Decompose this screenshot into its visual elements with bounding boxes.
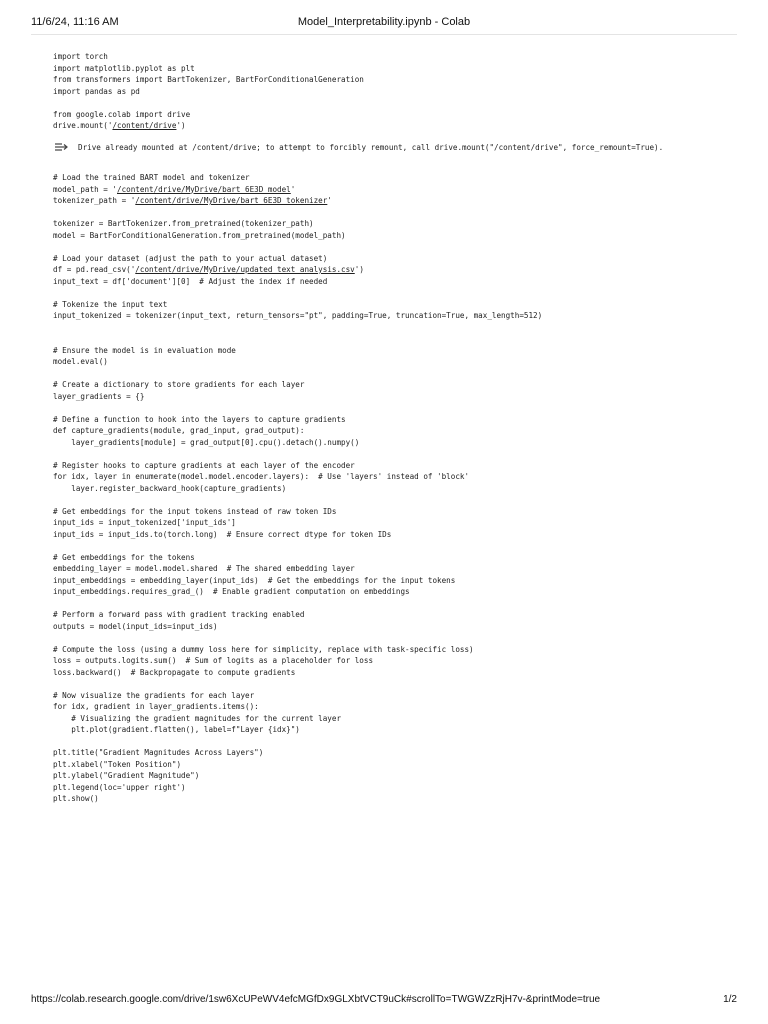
code-line xyxy=(53,632,728,644)
code-line: # Compute the loss (using a dummy loss here for simplicity, replace with task-specific loss) xyxy=(53,644,474,654)
code-line xyxy=(53,241,728,253)
code-line: embedding_layer = model.model.shared # The shared embedding layer xyxy=(53,564,355,573)
code-line: # Tokenize the input text xyxy=(53,299,168,309)
code-line: from google.colab import drive xyxy=(53,109,191,119)
code-cell-imports[interactable] xyxy=(53,51,728,132)
code-line: # Visualizing the gradient magnitudes for the current layer xyxy=(53,713,342,723)
print-datetime: 11/6/24, 11:16 AM xyxy=(31,16,119,28)
code-line: plt.legend(loc='upper right') xyxy=(53,782,186,792)
code-line xyxy=(53,598,728,610)
code-line xyxy=(53,333,728,345)
cell-output xyxy=(53,141,728,155)
code-line: # Define a function to hook into the layers to capture gradients xyxy=(53,414,346,424)
code-line: for idx, layer in enumerate(model.model.encoder.layers): # Use 'layers' instead of 'block' xyxy=(53,472,470,481)
code-line: plt.title("Gradient Magnitudes Across Layers") xyxy=(53,748,264,757)
code-line: model.eval() xyxy=(53,357,108,366)
page-url: https://colab.research.google.com/drive/1sw6XcUPeWV4efcMGfDx9GLXbtVCT9uCk#scrollTo=TWGWZzRjH7v-&printMode=true xyxy=(31,994,601,1005)
code-line xyxy=(53,97,728,109)
csv-path-link[interactable]: /content/drive/MyDrive/updated_text_analysis.csv xyxy=(135,265,355,274)
code-line: outputs = model(input_ids=input_ids) xyxy=(53,621,218,631)
code-line: import torch xyxy=(53,52,108,61)
code-line: plt.ylabel("Gradient Magnitude") xyxy=(53,771,200,780)
output-text: Drive already mounted at /content/drive; to attempt to forcibly remount, call drive.mount("/content/drive", force_remount=True). xyxy=(78,143,664,152)
code-line: loss.backward() # Backpropagate to compute gradients xyxy=(53,667,296,677)
code-line: def capture_gradients(module, grad_input, grad_output): xyxy=(53,426,305,435)
code-line xyxy=(53,368,728,380)
code-lines xyxy=(53,207,728,265)
code-line-drive-mount: drive.mount('/content/drive') xyxy=(53,121,186,130)
code-line: layer_gradients[module] = grad_output[0].cpu().detach().numpy() xyxy=(53,437,360,447)
code-line xyxy=(53,402,728,414)
code-line: model = BartForConditionalGeneration.from_pretrained(model_path) xyxy=(53,230,346,240)
code-line: input_embeddings.requires_grad_() # Enable gradient computation on embeddings xyxy=(53,587,410,596)
code-lines xyxy=(53,276,728,805)
code-line: from transformers import BartTokenizer, BartForConditionalGeneration xyxy=(53,75,364,84)
code-line: import matplotlib.pyplot as plt xyxy=(53,63,195,73)
code-cell-gradients[interactable] xyxy=(53,172,728,805)
code-line xyxy=(53,207,728,219)
page-number: 1/2 xyxy=(723,994,737,1005)
page-title: Model_Interpretability.ipynb - Colab xyxy=(297,16,471,28)
drive-path-link[interactable]: /content/drive xyxy=(112,121,177,130)
code-line xyxy=(53,287,728,299)
tokenizer-path-link[interactable]: /content/drive/MyDrive/bart_6E3D_tokenizer xyxy=(135,196,328,205)
code-line: input_text = df['document'][0] # Adjust the index if needed xyxy=(53,276,328,286)
code-line-read-csv: df = pd.read_csv('/content/drive/MyDrive/updated_text_analysis.csv') xyxy=(53,265,364,274)
code-line: layer.register_backward_hook(capture_gradients) xyxy=(53,483,287,493)
output-expand-icon[interactable] xyxy=(53,141,69,153)
print-header xyxy=(31,14,737,34)
code-line: # Create a dictionary to store gradients for each layer xyxy=(53,380,305,389)
code-line: input_tokenized = tokenizer(input_text, return_tensors="pt", padding=True, truncation=True, max_length=512) xyxy=(53,311,543,320)
code-line: loss = outputs.logits.sum() # Sum of logits as a placeholder for loss xyxy=(53,656,374,665)
code-line: # Load your dataset (adjust the path to your actual dataset) xyxy=(53,253,328,263)
header-divider xyxy=(31,34,737,35)
code-lines xyxy=(53,51,728,120)
code-line: # Ensure the model is in evaluation mode xyxy=(53,345,236,355)
code-line: layer_gradients = {} xyxy=(53,391,145,401)
code-line: # Now visualize the gradients for each layer xyxy=(53,690,255,700)
code-line: # Perform a forward pass with gradient tracking enabled xyxy=(53,610,305,619)
code-line: plt.show() xyxy=(53,794,99,803)
code-line xyxy=(53,678,728,690)
code-line xyxy=(53,322,728,334)
code-line: input_ids = input_tokenized['input_ids'] xyxy=(53,518,236,527)
code-line-model-path: model_path = '/content/drive/MyDrive/bart_6E3D_model' xyxy=(53,184,296,194)
code-line: plt.xlabel("Token Position") xyxy=(53,759,182,769)
code-line: tokenizer = BartTokenizer.from_pretrained(tokenizer_path) xyxy=(53,219,314,228)
code-line: input_embeddings = embedding_layer(input_ids) # Get the embeddings for the input tokens xyxy=(53,575,456,585)
code-line: for idx, gradient in layer_gradients.items(): xyxy=(53,702,259,711)
code-line: # Register hooks to capture gradients at each layer of the encoder xyxy=(53,460,355,470)
code-line: # Get embeddings for the input tokens instead of raw token IDs xyxy=(53,506,337,516)
print-footer xyxy=(31,994,737,1010)
model-path-link[interactable]: /content/drive/MyDrive/bart_6E3D_model xyxy=(117,184,291,194)
code-line xyxy=(53,494,728,506)
code-line xyxy=(53,540,728,552)
code-line xyxy=(53,736,728,748)
code-line: plt.plot(gradient.flatten(), label=f"Layer {idx}") xyxy=(53,725,300,734)
code-line: # Load the trained BART model and tokenizer xyxy=(53,173,250,182)
code-line-tokenizer-path: tokenizer_path = '/content/drive/MyDrive/bart_6E3D_tokenizer' xyxy=(53,196,332,205)
code-line: input_ids = input_ids.to(torch.long) # Ensure correct dtype for token IDs xyxy=(53,529,392,539)
code-line xyxy=(53,448,728,460)
code-line: # Get embeddings for the tokens xyxy=(53,552,195,562)
code-line: import pandas as pd xyxy=(53,86,140,96)
